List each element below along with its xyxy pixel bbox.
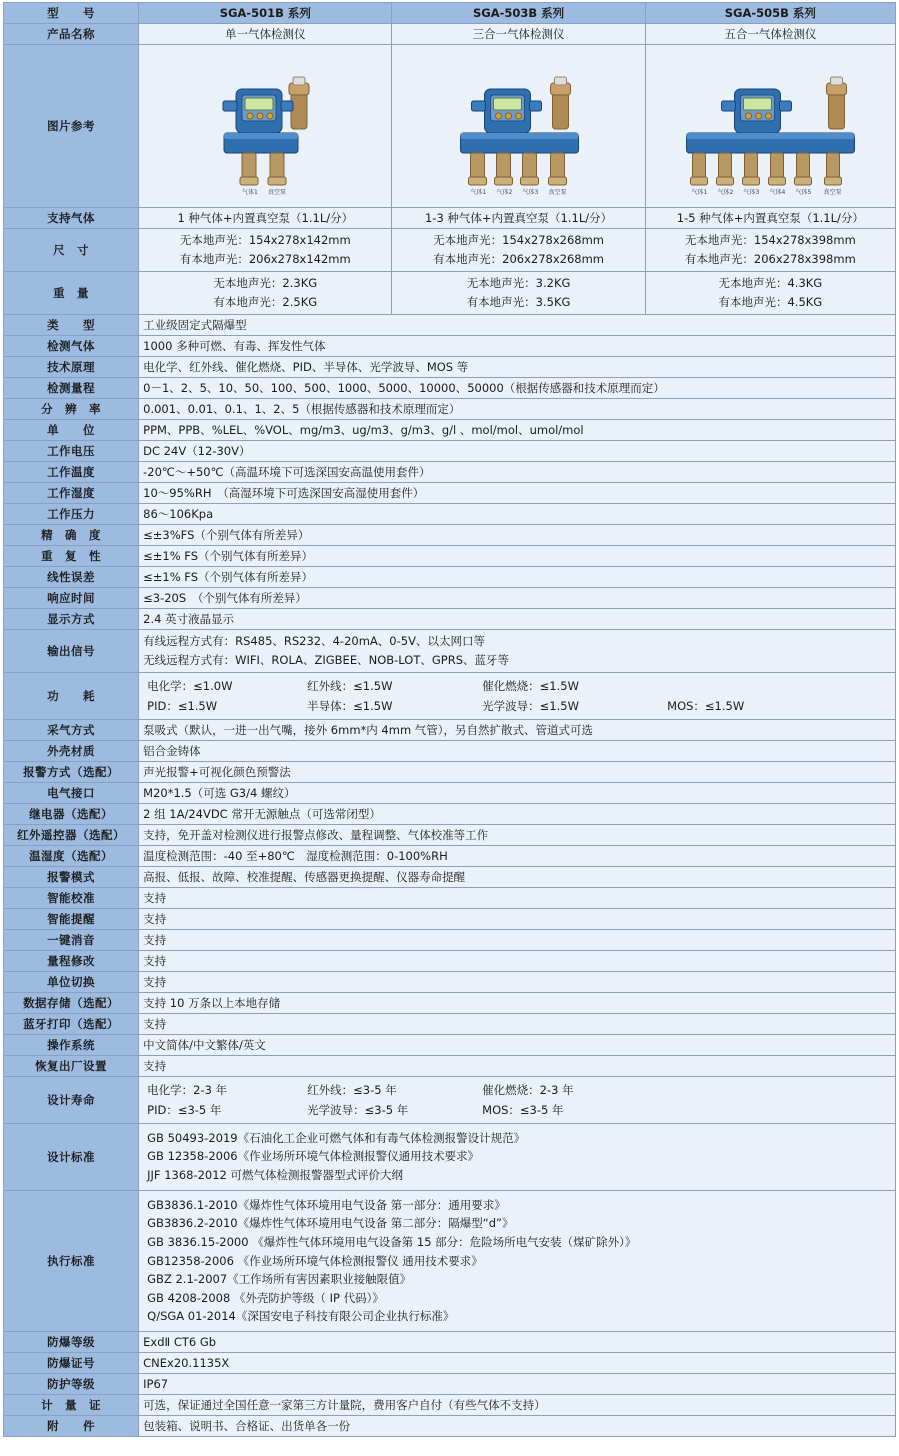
factory-reset-value: 支持 <box>139 1055 896 1076</box>
size-2-line2: 有本地声光：206x278x268mm <box>433 251 604 266</box>
table-row-temp-humidity <box>4 845 896 866</box>
row-label-ir-remote: 红外遥控器（选配） <box>4 824 139 845</box>
row-label-unit: 单 位 <box>4 419 139 440</box>
power-cell-6: 光学波导：≤1.5W <box>482 698 579 713</box>
table-row-type <box>4 314 896 335</box>
table-row-ir-remote <box>4 824 896 845</box>
row-label-ex-cert: 防爆证号 <box>4 1353 139 1374</box>
work-pressure-value: 86～106Kpa <box>139 503 896 524</box>
row-label-weight: 重 量 <box>4 271 139 314</box>
table-row-smart-calibration <box>4 887 896 908</box>
row-label-range: 检测量程 <box>4 377 139 398</box>
table-row-power-consumption <box>4 672 896 719</box>
row-label-relay: 继电器（选配） <box>4 803 139 824</box>
exec-standard-value <box>139 1190 896 1331</box>
row-label-output-signal: 输出信号 <box>4 629 139 672</box>
table-row-principle <box>4 356 896 377</box>
design-life-value <box>139 1076 896 1123</box>
table-row-work-temp <box>4 461 896 482</box>
size-1-line1: 无本地声光：154x278x142mm <box>179 233 351 247</box>
row-label-size: 尺 寸 <box>4 229 139 272</box>
row-label-type: 类 型 <box>4 314 139 335</box>
row-label-alarm-mode: 报警模式 <box>4 866 139 887</box>
image-caption-3-5: 真空泵 <box>823 189 842 196</box>
table-row-voltage <box>4 440 896 461</box>
output-signal-value <box>139 629 896 672</box>
table-row-weight <box>4 271 896 314</box>
product-name-3: 五合一气体检测仪 <box>645 24 895 45</box>
row-label-accuracy: 精 确 度 <box>4 524 139 545</box>
row-label-temp-humidity: 温湿度（选配） <box>4 845 139 866</box>
table-row-data-storage <box>4 992 896 1013</box>
row-label-design-life: 设计寿命 <box>4 1076 139 1123</box>
table-row-sampling <box>4 719 896 740</box>
exec-standard-item-2: GB 3836.15-2000 《爆炸性气体环境用电气设备第 15 部分：危险场所电气安装（煤矿除外）》 <box>147 1234 637 1249</box>
image-caption-3-4: 气体5 <box>795 189 812 196</box>
product-image-1 <box>139 45 392 208</box>
row-label-model: 型 号 <box>4 3 139 24</box>
shell-value: 铝合金铸体 <box>139 740 896 761</box>
table-row-range-modify <box>4 950 896 971</box>
table-row-accuracy <box>4 524 896 545</box>
power-cell-3 <box>667 678 889 694</box>
product-name-2: 三合一气体检测仪 <box>392 24 645 45</box>
size-2 <box>392 229 645 272</box>
row-label-design-standard: 设计标准 <box>4 1123 139 1190</box>
table-row-model <box>4 3 896 24</box>
row-label-smart-reminder: 智能提醒 <box>4 908 139 929</box>
temp-humidity-value: 温度检测范围：-40 至+80℃ 湿度检测范围：0-100%RH <box>139 845 896 866</box>
row-label-repeatability: 重 复 性 <box>4 545 139 566</box>
image-caption-2-3: 真空泵 <box>548 189 567 196</box>
product-image-2 <box>392 45 645 208</box>
column-header-model-2: SGA-503B 系列 <box>392 3 645 24</box>
row-label-display: 显示方式 <box>4 608 139 629</box>
metering-cert-value: 可选，保证通过全国任意一家第三方计量院，费用客户自付（有些气体不支持） <box>139 1395 896 1416</box>
table-row-unit-switch <box>4 971 896 992</box>
row-label-work-humidity: 工作湿度 <box>4 482 139 503</box>
row-label-bluetooth-print: 蓝牙打印（选配） <box>4 1013 139 1034</box>
image-caption-1-1: 真空泵 <box>268 189 287 196</box>
electrical-interface-value: M20*1.5（可选 G3/4 螺纹） <box>139 782 896 803</box>
power-consumption-value <box>139 672 896 719</box>
support-gas-1: 1 种气体+内置真空泵（1.1L/分） <box>139 208 392 229</box>
range-modify-value: 支持 <box>139 950 896 971</box>
row-label-ip-grade: 防护等级 <box>4 1374 139 1395</box>
exec-standard-item-5: GB 4208-2008 《外壳防护等级（ IP 代码）》 <box>147 1290 384 1305</box>
weight-2-line1: 无本地声光：3.2KG <box>466 275 571 290</box>
output-signal-line2: 无线远程方式有：WIFI、ROLA、ZIGBEE、NOB-LOT、GPRS、蓝牙等 <box>143 652 509 667</box>
row-label-shell: 外壳材质 <box>4 740 139 761</box>
response-time-value: ≤3-20S （个别气体有所差异） <box>139 587 896 608</box>
row-label-response-time: 响应时间 <box>4 587 139 608</box>
image-caption-2-1: 气体2 <box>496 189 512 196</box>
row-label-electrical-interface: 电气接口 <box>4 782 139 803</box>
repeatability-value: ≤±1% FS（个别气体有所差异） <box>139 545 896 566</box>
table-row-alarm-method <box>4 761 896 782</box>
row-label-detect-gas: 检测气体 <box>4 335 139 356</box>
power-cell-5: 半导体：≤1.5W <box>307 698 393 713</box>
image-caption-3-2: 气体3 <box>743 189 760 196</box>
table-row-output-signal <box>4 629 896 672</box>
row-label-support-gas: 支持气体 <box>4 208 139 229</box>
detect-gas-value: 1000 多种可燃、有毒、挥发性气体 <box>139 335 896 356</box>
device-illustration-single <box>190 53 340 203</box>
power-cell-0: 电化学：≤1.0W <box>147 678 233 693</box>
design-life-cell-7 <box>667 1102 889 1118</box>
table-row-range <box>4 377 896 398</box>
design-life-cell-2: 催化燃烧：2-3 年 <box>482 1082 574 1097</box>
design-life-cell-5: 光学波导：≤3-5 年 <box>307 1102 409 1117</box>
table-row-ex-cert <box>4 1353 896 1374</box>
weight-3-line1: 无本地声光：4.3KG <box>718 275 823 290</box>
size-1-line2: 有本地声光：206x278x142mm <box>179 251 351 266</box>
image-caption-3-3: 气体4 <box>769 189 786 196</box>
ip-grade-value: IP67 <box>139 1374 896 1395</box>
image-caption-2-0: 气体1 <box>470 189 486 196</box>
device-illustration-five <box>653 53 888 203</box>
output-signal-line1: 有线远程方式有：RS485、RS232、4-20mA、0-5V、以太网口等 <box>143 633 485 648</box>
table-row-exec-standard <box>4 1190 896 1331</box>
work-humidity-value: 10～95%RH （高湿环境下可选深国安高湿使用套件） <box>139 482 896 503</box>
resolution-value: 0.001、0.01、0.1、1、2、5（根据传感器和技术原理而定） <box>139 398 896 419</box>
image-caption-3-0: 气体1 <box>691 189 708 196</box>
table-row-resolution <box>4 398 896 419</box>
table-row-accessory <box>4 1416 896 1437</box>
table-row-one-key-mute <box>4 929 896 950</box>
spec-sheet-page <box>0 2 899 1456</box>
design-standard-value <box>139 1123 896 1190</box>
exec-standard-item-3: GB12358-2006 《作业场所环境气体检测报警仪 通用技术要求》 <box>147 1253 483 1268</box>
design-standard-item-1: GB 12358-2006《作业场所环境气体检测报警仪通用技术要求》 <box>147 1149 480 1164</box>
column-header-model-3: SGA-505B 系列 <box>645 3 895 24</box>
ir-remote-value: 支持，免开盖对检测仪进行报警点修改、量程调整、气体校准等工作 <box>139 824 896 845</box>
support-gas-2: 1-3 种气体+内置真空泵（1.1L/分） <box>392 208 645 229</box>
display-value: 2.4 英寸液晶显示 <box>139 608 896 629</box>
row-label-factory-reset: 恢复出厂设置 <box>4 1055 139 1076</box>
table-row-ip-grade <box>4 1374 896 1395</box>
weight-2 <box>392 271 645 314</box>
exec-standard-item-1: GB3836.2-2010《爆炸性气体环境用电气设备 第二部分：隔爆型“d”》 <box>147 1216 514 1231</box>
weight-3-line2: 有本地声光：4.5KG <box>718 294 823 309</box>
alarm-mode-value: 高报、低报、故障、校准提醒、传感器更换提醒、仪器寿命提醒 <box>139 866 896 887</box>
os-value: 中文简体/中文繁体/英文 <box>139 1034 896 1055</box>
smart-calibration-value: 支持 <box>139 887 896 908</box>
principle-value: 电化学、红外线、催化燃烧、PID、半导体、光学波导、MOS 等 <box>139 356 896 377</box>
design-standard-item-0: GB 50493-2019《石油化工企业可燃气体和有毒气体检测报警设计规范》 <box>147 1130 526 1145</box>
row-label-unit-switch: 单位切换 <box>4 971 139 992</box>
row-label-resolution: 分 辨 率 <box>4 398 139 419</box>
row-label-image-reference: 图片参考 <box>4 45 139 208</box>
design-life-cell-0: 电化学：2-3 年 <box>147 1082 228 1097</box>
table-row-detect-gas <box>4 335 896 356</box>
power-cell-7: MOS：≤1.5W <box>667 698 745 713</box>
image-caption-3-1: 气体2 <box>717 189 734 196</box>
exec-standard-item-0: GB3836.1-2010《爆炸性气体环境用电气设备 第一部分：通用要求》 <box>147 1197 506 1212</box>
row-label-smart-calibration: 智能校准 <box>4 887 139 908</box>
row-label-principle: 技术原理 <box>4 356 139 377</box>
power-cell-4: PID：≤1.5W <box>147 698 218 713</box>
row-label-range-modify: 量程修改 <box>4 950 139 971</box>
table-row-shell <box>4 740 896 761</box>
bluetooth-print-value: 支持 <box>139 1013 896 1034</box>
table-row-ex-grade <box>4 1332 896 1353</box>
power-cell-2: 催化燃烧：≤1.5W <box>482 678 579 693</box>
row-label-metering-cert: 计 量 证 <box>4 1395 139 1416</box>
type-value: 工业级固定式隔爆型 <box>139 314 896 335</box>
voltage-value: DC 24V（12-30V） <box>139 440 896 461</box>
row-label-work-pressure: 工作压力 <box>4 503 139 524</box>
smart-reminder-value: 支持 <box>139 908 896 929</box>
exec-standard-item-4: GBZ 2.1-2007《工作场所有害因素职业接触限值》 <box>147 1272 412 1287</box>
table-row-design-standard <box>4 1123 896 1190</box>
table-row-metering-cert <box>4 1395 896 1416</box>
weight-1-line1: 无本地声光：2.3KG <box>213 275 318 290</box>
table-row-work-humidity <box>4 482 896 503</box>
exec-standard-item-6: Q/SGA 01-2014《深国安电子科技有限公司企业执行标准》 <box>147 1309 455 1324</box>
work-temp-value: -20℃～+50℃（高温环境下可选深国安高温使用套件） <box>139 461 896 482</box>
table-row-linearity <box>4 566 896 587</box>
table-row-size <box>4 229 896 272</box>
weight-2-line2: 有本地声光：3.5KG <box>466 294 571 309</box>
row-label-power-consumption: 功 耗 <box>4 672 139 719</box>
table-row-electrical-interface <box>4 782 896 803</box>
size-3-line1: 无本地声光：154x278x398mm <box>684 233 856 247</box>
row-label-work-temp: 工作温度 <box>4 461 139 482</box>
weight-3 <box>645 271 895 314</box>
design-life-cell-3 <box>667 1082 889 1098</box>
sampling-value: 泵吸式（默认，一进一出气嘴，接外 6mm*内 4mm 气管），另自然扩散式、管道式可选 <box>139 719 896 740</box>
support-gas-3: 1-5 种气体+内置真空泵（1.1L/分） <box>645 208 895 229</box>
row-label-sampling: 采气方式 <box>4 719 139 740</box>
row-label-product-name: 产品名称 <box>4 24 139 45</box>
row-label-exec-standard: 执行标准 <box>4 1190 139 1331</box>
power-cell-1: 红外线：≤1.5W <box>307 678 393 693</box>
ex-grade-value: ExdⅡ CT6 Gb <box>139 1332 896 1353</box>
design-life-cell-6: MOS：≤3-5 年 <box>482 1102 564 1117</box>
row-label-linearity: 线性误差 <box>4 566 139 587</box>
table-row-bluetooth-print <box>4 1013 896 1034</box>
product-name-1: 单一气体检测仪 <box>139 24 392 45</box>
device-illustration-triple <box>426 53 611 203</box>
size-1 <box>139 229 392 272</box>
table-row-repeatability <box>4 545 896 566</box>
weight-1-line2: 有本地声光：2.5KG <box>213 294 318 309</box>
design-life-cell-4: PID：≤3-5 年 <box>147 1102 222 1117</box>
table-row-image-reference <box>4 45 896 208</box>
table-row-alarm-mode <box>4 866 896 887</box>
product-image-3 <box>645 45 895 208</box>
design-life-cell-1: 红外线：≤3-5 年 <box>307 1082 397 1097</box>
table-row-relay <box>4 803 896 824</box>
image-caption-1-0: 气体1 <box>242 189 259 196</box>
image-caption-2-2: 气体3 <box>522 189 538 196</box>
table-row-work-pressure <box>4 503 896 524</box>
ex-cert-value: CNEx20.1135X <box>139 1353 896 1374</box>
row-label-ex-grade: 防爆等级 <box>4 1332 139 1353</box>
table-row-os <box>4 1034 896 1055</box>
table-row-support-gas <box>4 208 896 229</box>
row-label-alarm-method: 报警方式（选配） <box>4 761 139 782</box>
table-row-smart-reminder <box>4 908 896 929</box>
table-row-product-name <box>4 24 896 45</box>
one-key-mute-value: 支持 <box>139 929 896 950</box>
table-row-design-life <box>4 1076 896 1123</box>
range-value: 0－1、2、5、10、50、100、500、1000、5000、10000、50000（根据传感器和技术原理而定） <box>139 377 896 398</box>
design-standard-item-2: JJF 1368-2012 可燃气体检测报警器型式评价大纲 <box>147 1168 404 1183</box>
linearity-value: ≤±1% FS（个别气体有所差异） <box>139 566 896 587</box>
unit-value: PPM、PPB、%LEL、%VOL、mg/m3、ug/m3、g/m3、g/l 、mol/mol、umol/mol <box>139 419 896 440</box>
table-row-response-time <box>4 587 896 608</box>
relay-value: 2 组 1A/24VDC 常开无源触点（可选常闭型） <box>139 803 896 824</box>
alarm-method-value: 声光报警+可视化颜色预警法 <box>139 761 896 782</box>
size-3 <box>645 229 895 272</box>
specification-table <box>3 2 896 1437</box>
weight-1 <box>139 271 392 314</box>
row-label-os: 操作系统 <box>4 1034 139 1055</box>
row-label-one-key-mute: 一键消音 <box>4 929 139 950</box>
row-label-voltage: 工作电压 <box>4 440 139 461</box>
size-3-line2: 有本地声光：206x278x398mm <box>684 251 856 266</box>
accessory-value: 包装箱、说明书、合格证、出货单各一份 <box>139 1416 896 1437</box>
table-row-factory-reset <box>4 1055 896 1076</box>
size-2-line1: 无本地声光：154x278x268mm <box>433 233 604 247</box>
table-row-display <box>4 608 896 629</box>
row-label-data-storage: 数据存储（选配） <box>4 992 139 1013</box>
data-storage-value: 支持 10 万条以上本地存储 <box>139 992 896 1013</box>
unit-switch-value: 支持 <box>139 971 896 992</box>
row-label-accessory: 附 件 <box>4 1416 139 1437</box>
accuracy-value: ≤±3%FS（个别气体有所差异） <box>139 524 896 545</box>
table-row-unit <box>4 419 896 440</box>
column-header-model-1: SGA-501B 系列 <box>139 3 392 24</box>
